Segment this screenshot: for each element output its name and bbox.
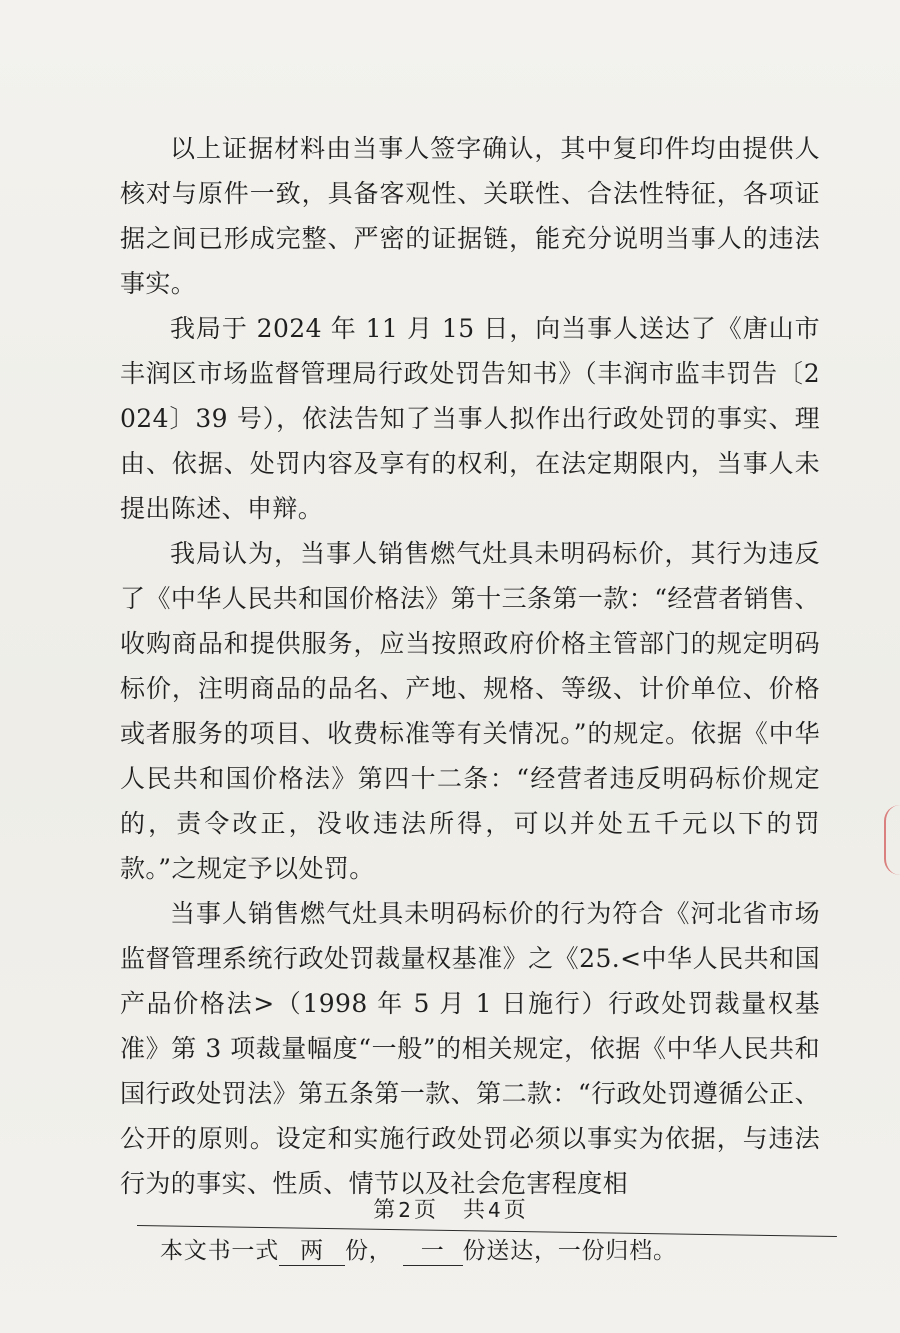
paragraph-discretion: 当事人销售燃气灶具未明码标价的行为符合《河北省市场监督管理系统行政处罚裁量权基准》之《25.<中华人民共和国产品价格法>（1998 年 5 月 1 日施行）行政处罚裁量权基准》第 3 项裁量幅度“一般”的相关规定，依据《中华人民共和国行政处罚法》第五条第一款、第二款：“行政处罚遵循公正、公开的原则。设定和实施行政处罚必须以事实为依据，与违法行为的事实、性质、情节以及社会危害程度相 <box>120 899 820 1198</box>
copies-statement <box>160 1232 677 1266</box>
copies-text-1: 本文书一式 <box>160 1238 279 1264</box>
paragraph-notice: 我局于 2024 年 11 月 15 日，向当事人送达了《唐山市丰润区市场监督管理局行政处罚告知书》（丰润市监丰罚告〔2024〕39 号），依法告知了当事人拟作出行政处罚的事实、理由、依据、处罚内容及享有的权利，在法定期限内，当事人未提出陈述、申辩。 <box>120 314 820 523</box>
page-current: 2 <box>398 1198 412 1222</box>
page-total: 4 <box>488 1198 502 1222</box>
page-mid: 页 <box>413 1198 437 1223</box>
copies-text-2: 份， <box>345 1238 393 1264</box>
seal-stamp-edge <box>884 805 900 875</box>
paragraph-evidence: 以上证据材料由当事人签字确认，其中复印件均由提供人核对与原件一致，具备客观性、关联性、合法性特征，各项证据之间已形成完整、严密的证据链，能充分说明当事人的违法事实。 <box>120 134 820 298</box>
paragraph-violation: 我局认为，当事人销售燃气灶具未明码标价，其行为违反了《中华人民共和国价格法》第十三条第一款：“经营者销售、收购商品和提供服务，应当按照政府价格主管部门的规定明码标价，注明商品的品名、产地、规格、等级、计价单位、价格或者服务的项目、收费标准等有关情况。”的规定。依据《中华人民共和国价格法》第四十二条：“经营者违反明码标价规定的，责令改正，没收违法所得，可以并处五千元以下的罚款。”之规定予以处罚。 <box>120 539 820 883</box>
copies-sent-count: 一 <box>403 1237 463 1266</box>
total-suffix: 页 <box>503 1198 527 1223</box>
copies-count: 两 <box>279 1237 345 1266</box>
document-body <box>120 126 820 1206</box>
page-prefix: 第 <box>373 1198 397 1223</box>
page-number <box>0 1193 900 1224</box>
total-prefix: 共 <box>463 1198 487 1223</box>
copies-text-3: 份送达，一份归档。 <box>462 1238 677 1264</box>
